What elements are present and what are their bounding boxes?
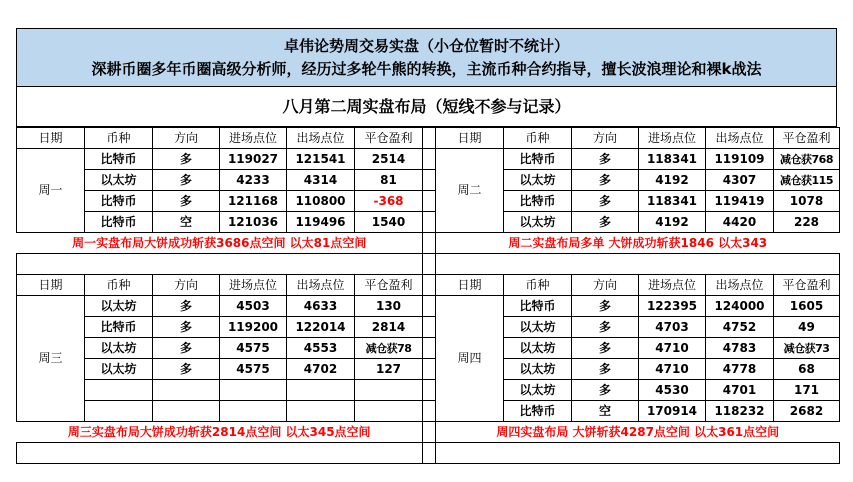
summary-row	[17, 233, 840, 254]
entry-cell: 4710	[639, 338, 706, 359]
column-header: 币种	[504, 275, 572, 296]
entry-cell: 119027	[220, 149, 287, 170]
pnl-cell: 171	[774, 380, 840, 401]
column-header: 出场点位	[706, 128, 774, 149]
exit-cell: 119496	[287, 212, 355, 233]
column-header: 进场点位	[220, 275, 287, 296]
exit-cell: 118232	[706, 401, 774, 422]
column-gap	[423, 380, 436, 401]
column-gap	[423, 254, 436, 275]
direction-cell: 空	[153, 212, 220, 233]
summary-note: 周三实盘布局大饼成功斩获2814点空间 以太345点空间	[17, 422, 423, 443]
pnl-cell: 2814	[355, 317, 423, 338]
direction-cell: 多	[572, 338, 639, 359]
day-cell: 周四	[436, 296, 504, 422]
header-title: 卓伟论势周交易实盘（小仓位暂时不统计）	[283, 37, 569, 55]
pnl-cell: 减仓获78	[355, 338, 423, 359]
table-row	[17, 191, 840, 212]
column-header: 日期	[17, 275, 85, 296]
column-header: 日期	[436, 128, 504, 149]
exit-cell: 121541	[287, 149, 355, 170]
direction-cell: 多	[572, 296, 639, 317]
coin-cell	[85, 380, 153, 401]
coin-cell: 以太坊	[504, 317, 572, 338]
column-header: 方向	[572, 128, 639, 149]
entry-cell: 4703	[639, 317, 706, 338]
column-header: 进场点位	[639, 128, 706, 149]
entry-cell: 118341	[639, 191, 706, 212]
coin-cell: 比特币	[504, 401, 572, 422]
header-tagline: 深耕币圈多年币圈高级分析师，经历过多轮牛熊的转换，主流币种合约指导，擅长波浪理论和裸k战法	[91, 60, 762, 78]
column-header: 进场点位	[639, 275, 706, 296]
coin-cell: 比特币	[504, 296, 572, 317]
day-cell: 周三	[17, 296, 85, 422]
column-gap	[423, 275, 436, 296]
pnl-cell: 68	[774, 359, 840, 380]
pnl-cell: 49	[774, 317, 840, 338]
column-header: 日期	[436, 275, 504, 296]
trade-record-sheet	[16, 28, 837, 464]
coin-cell: 以太坊	[504, 380, 572, 401]
direction-cell: 空	[572, 401, 639, 422]
summary-note: 周四实盘布局 大饼斩获4287点空间 以太361点空间	[436, 422, 840, 443]
coin-cell: 比特币	[85, 149, 153, 170]
entry-cell: 4710	[639, 359, 706, 380]
blank-cell	[436, 443, 840, 464]
coin-cell: 以太坊	[85, 170, 153, 191]
exit-cell: 4778	[706, 359, 774, 380]
entry-cell	[220, 380, 287, 401]
table-row	[17, 212, 840, 233]
coin-cell: 比特币	[504, 191, 572, 212]
column-gap	[423, 422, 436, 443]
day-cell: 周二	[436, 149, 504, 233]
table-row	[17, 170, 840, 191]
column-header: 日期	[17, 128, 85, 149]
exit-cell: 4307	[706, 170, 774, 191]
column-header: 出场点位	[287, 275, 355, 296]
pnl-cell: 减仓获73	[774, 338, 840, 359]
entry-cell: 4575	[220, 338, 287, 359]
column-header: 平仓盈利	[355, 275, 423, 296]
pnl-cell: 1078	[774, 191, 840, 212]
entry-cell: 4192	[639, 212, 706, 233]
day-cell: 周一	[17, 149, 85, 233]
coin-cell	[85, 401, 153, 422]
summary-note: 周二实盘布局多单 大饼成功斩获1846 以太343	[436, 233, 840, 254]
column-gap	[423, 296, 436, 317]
entry-cell: 122395	[639, 296, 706, 317]
direction-cell: 多	[572, 359, 639, 380]
direction-cell: 多	[153, 317, 220, 338]
column-header: 方向	[153, 128, 220, 149]
coin-cell: 以太坊	[85, 296, 153, 317]
direction-cell: 多	[572, 212, 639, 233]
coin-cell: 以太坊	[504, 338, 572, 359]
exit-cell	[287, 401, 355, 422]
entry-cell: 118341	[639, 149, 706, 170]
table-row	[17, 359, 840, 380]
column-gap	[423, 233, 436, 254]
entry-cell: 4503	[220, 296, 287, 317]
column-gap	[423, 401, 436, 422]
column-gap	[423, 191, 436, 212]
table-row	[17, 317, 840, 338]
column-header: 平仓盈利	[774, 128, 840, 149]
exit-cell: 110800	[287, 191, 355, 212]
coin-cell: 以太坊	[85, 338, 153, 359]
pnl-cell	[355, 380, 423, 401]
entry-cell: 4192	[639, 170, 706, 191]
entry-cell: 4233	[220, 170, 287, 191]
table-row	[17, 296, 840, 317]
direction-cell	[153, 401, 220, 422]
pnl-cell: 1605	[774, 296, 840, 317]
blank-cell	[17, 443, 423, 464]
column-gap	[423, 170, 436, 191]
direction-cell: 多	[153, 149, 220, 170]
exit-cell: 4701	[706, 380, 774, 401]
blank-row	[17, 254, 840, 275]
column-header: 平仓盈利	[774, 275, 840, 296]
exit-cell: 4752	[706, 317, 774, 338]
blank-cell	[436, 254, 840, 275]
column-gap	[423, 359, 436, 380]
entry-cell: 4530	[639, 380, 706, 401]
column-header: 方向	[153, 275, 220, 296]
column-header: 方向	[572, 275, 639, 296]
table-row	[17, 338, 840, 359]
blank-row	[17, 443, 840, 464]
table-row	[17, 380, 840, 401]
column-gap	[423, 212, 436, 233]
summary-note: 周一实盘布局大饼成功斩获3686点空间 以太81点空间	[17, 233, 423, 254]
direction-cell: 多	[153, 338, 220, 359]
pnl-cell: 130	[355, 296, 423, 317]
coin-cell: 以太坊	[504, 359, 572, 380]
entry-cell	[220, 401, 287, 422]
exit-cell	[287, 380, 355, 401]
pnl-cell: 减仓获768	[774, 149, 840, 170]
direction-cell: 多	[572, 380, 639, 401]
entry-cell: 170914	[639, 401, 706, 422]
column-header: 币种	[85, 275, 153, 296]
pnl-cell: 81	[355, 170, 423, 191]
column-gap	[423, 338, 436, 359]
direction-cell: 多	[153, 359, 220, 380]
direction-cell: 多	[572, 149, 639, 170]
exit-cell: 4314	[287, 170, 355, 191]
coin-cell: 比特币	[504, 149, 572, 170]
summary-row	[17, 422, 840, 443]
direction-cell: 多	[572, 317, 639, 338]
coin-cell: 以太坊	[85, 359, 153, 380]
pnl-cell: -368	[355, 191, 423, 212]
trade-table	[16, 127, 840, 464]
entry-cell: 4575	[220, 359, 287, 380]
column-header: 进场点位	[220, 128, 287, 149]
exit-cell: 4783	[706, 338, 774, 359]
column-header: 平仓盈利	[355, 128, 423, 149]
direction-cell: 多	[572, 191, 639, 212]
column-gap	[423, 149, 436, 170]
column-header: 币种	[504, 128, 572, 149]
column-header-row	[17, 275, 840, 296]
pnl-cell: 2514	[355, 149, 423, 170]
exit-cell: 4420	[706, 212, 774, 233]
exit-cell: 4633	[287, 296, 355, 317]
entry-cell: 121168	[220, 191, 287, 212]
blank-cell	[17, 254, 423, 275]
column-header: 出场点位	[287, 128, 355, 149]
coin-cell: 以太坊	[504, 212, 572, 233]
pnl-cell: 减仓获115	[774, 170, 840, 191]
exit-cell: 122014	[287, 317, 355, 338]
column-gap	[423, 443, 436, 464]
direction-cell: 多	[153, 296, 220, 317]
direction-cell: 多	[572, 170, 639, 191]
week-subtitle: 八月第二周实盘布局（短线不参与记录）	[16, 87, 837, 127]
exit-cell: 4702	[287, 359, 355, 380]
coin-cell: 以太坊	[504, 170, 572, 191]
column-header-row	[17, 128, 840, 149]
entry-cell: 119200	[220, 317, 287, 338]
pnl-cell	[355, 401, 423, 422]
pnl-cell: 2682	[774, 401, 840, 422]
direction-cell: 多	[153, 191, 220, 212]
direction-cell: 多	[153, 170, 220, 191]
column-header: 出场点位	[706, 275, 774, 296]
coin-cell: 比特币	[85, 191, 153, 212]
column-header: 币种	[85, 128, 153, 149]
table-row	[17, 149, 840, 170]
column-gap	[423, 317, 436, 338]
entry-cell: 121036	[220, 212, 287, 233]
coin-cell: 比特币	[85, 212, 153, 233]
exit-cell: 119419	[706, 191, 774, 212]
sheet-header	[16, 28, 837, 87]
exit-cell: 124000	[706, 296, 774, 317]
coin-cell: 比特币	[85, 317, 153, 338]
pnl-cell: 1540	[355, 212, 423, 233]
exit-cell: 4553	[287, 338, 355, 359]
exit-cell: 119109	[706, 149, 774, 170]
pnl-cell: 127	[355, 359, 423, 380]
direction-cell	[153, 380, 220, 401]
column-gap	[423, 128, 436, 149]
pnl-cell: 228	[774, 212, 840, 233]
table-row	[17, 401, 840, 422]
